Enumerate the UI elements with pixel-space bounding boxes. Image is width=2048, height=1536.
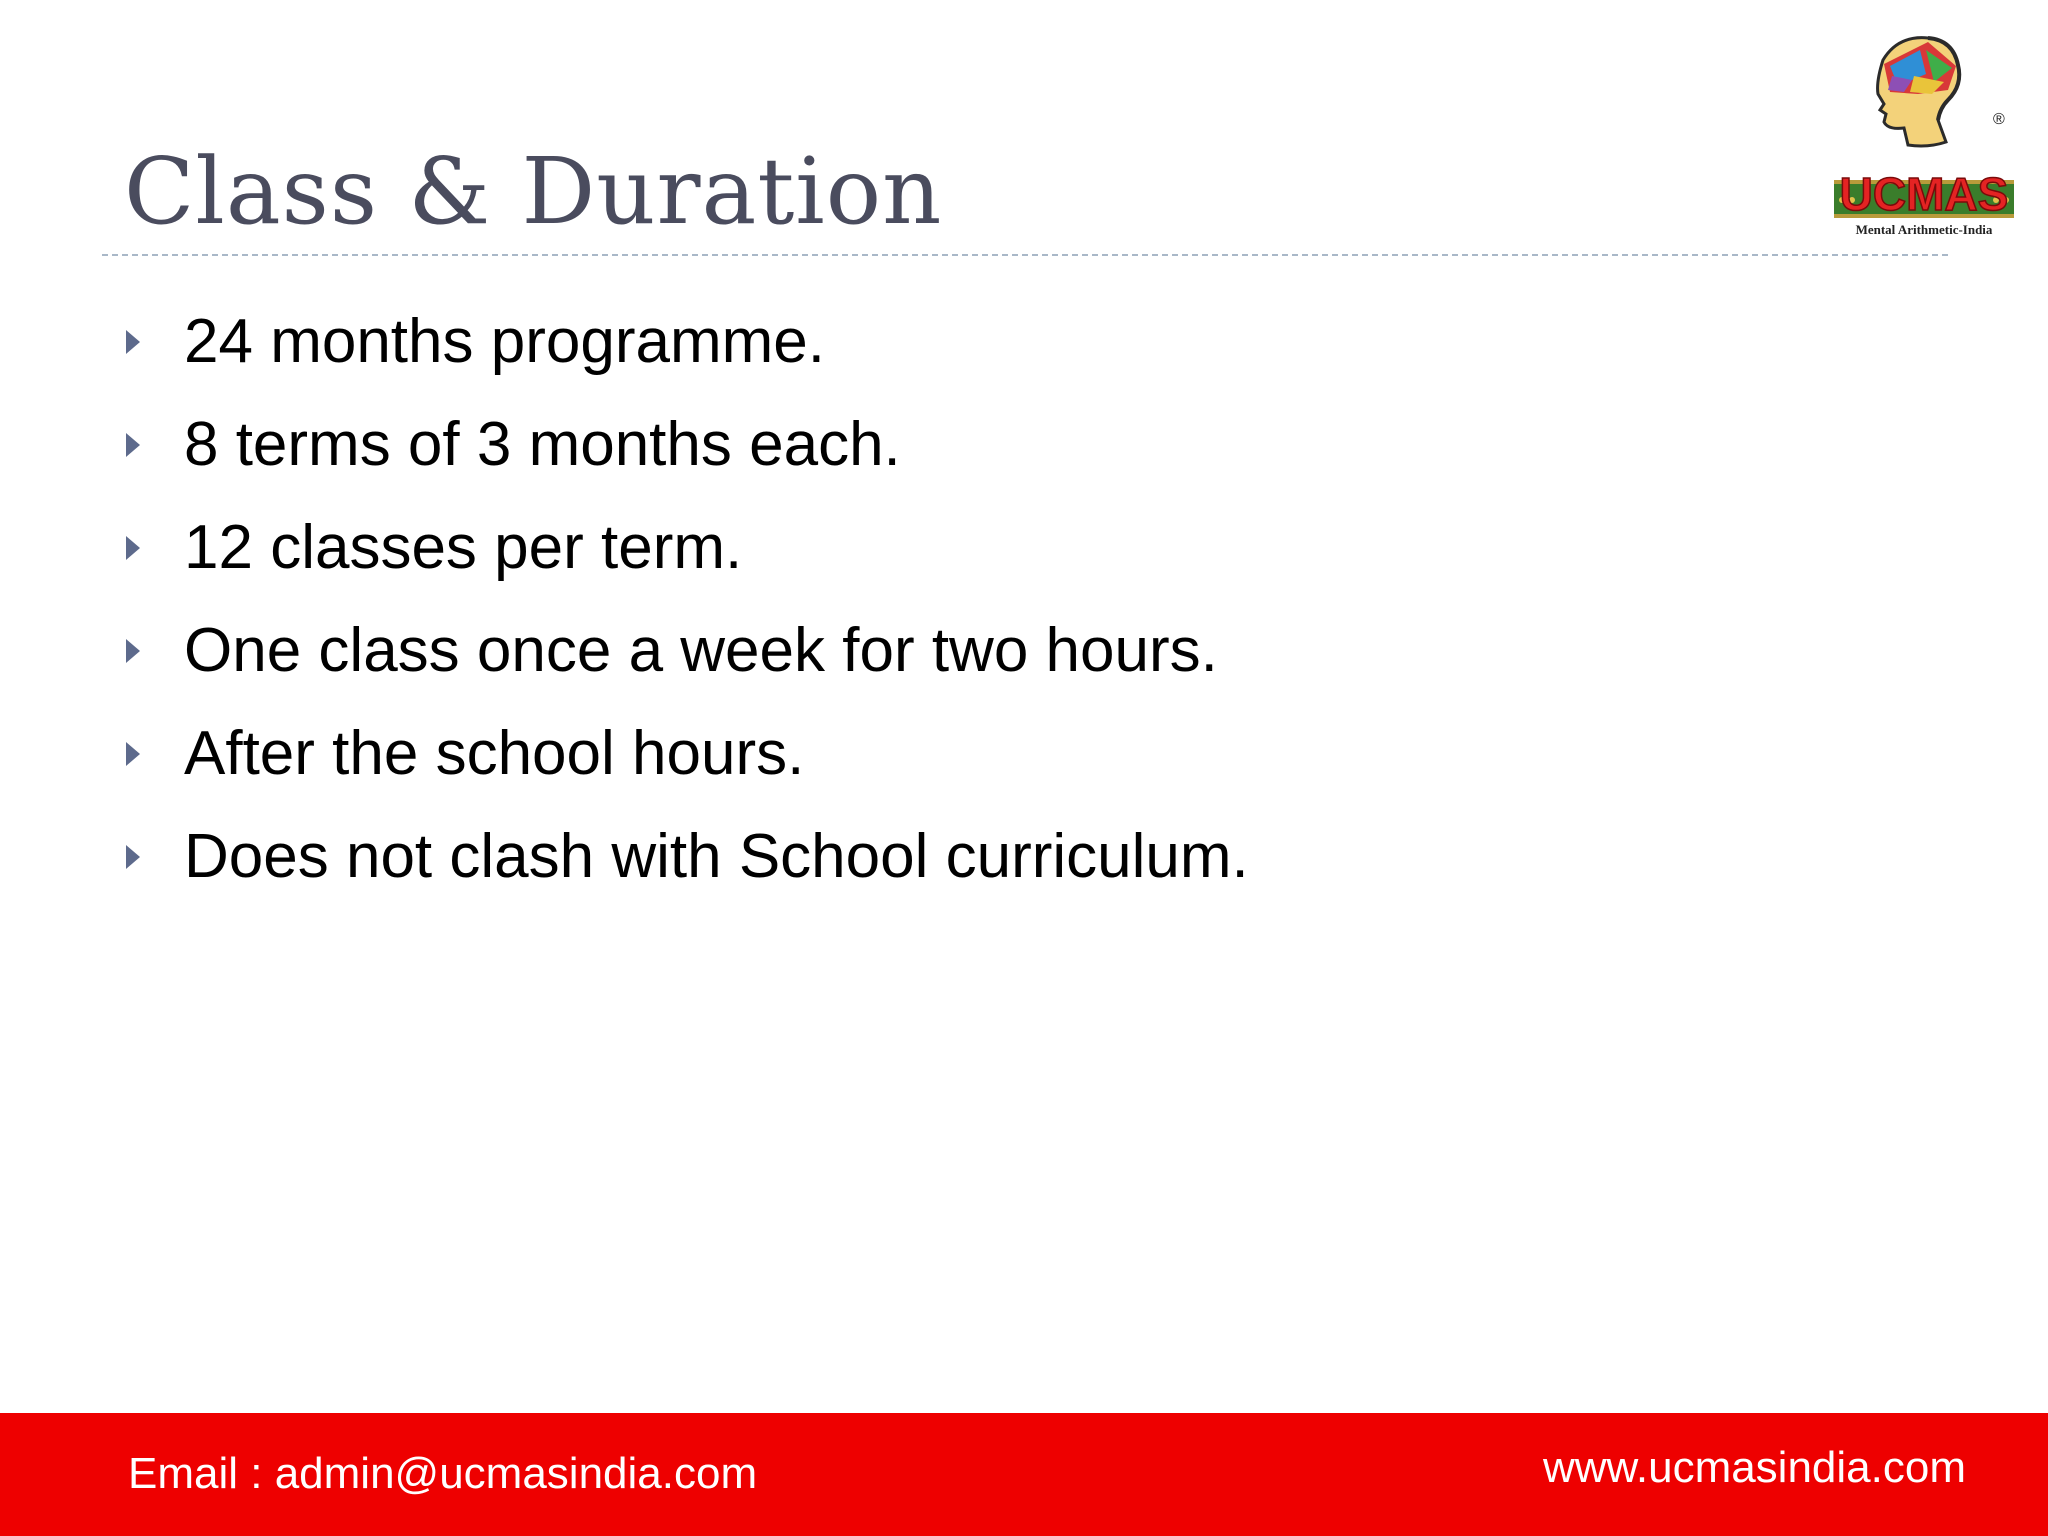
footer-website[interactable]: www.ucmasindia.com — [1542, 1443, 1966, 1492]
triangle-bullet-icon — [124, 328, 184, 356]
bullet-text: 8 terms of 3 months each. — [184, 410, 901, 479]
list-item — [124, 599, 1249, 702]
list-item — [124, 496, 1249, 599]
bullet-text: Does not clash with School curriculum. — [184, 822, 1249, 891]
bullet-text: 24 months programme. — [184, 307, 825, 376]
bullet-list — [124, 290, 1249, 908]
triangle-bullet-icon — [124, 740, 184, 768]
logo-tagline: Mental Arithmetic-India — [1855, 222, 1993, 237]
footer-email[interactable]: Email : admin@ucmasindia.com — [128, 1449, 758, 1498]
list-item — [124, 805, 1249, 908]
triangle-bullet-icon — [124, 637, 184, 665]
bullet-text: One class once a week for two hours. — [184, 616, 1218, 685]
ucmas-logo-icon — [1828, 30, 2018, 240]
bullet-text: 12 classes per term. — [184, 513, 743, 582]
logo-wordmark: UCMAS — [1839, 168, 2009, 220]
bullet-text: After the school hours. — [184, 719, 805, 788]
list-item — [124, 702, 1249, 805]
triangle-bullet-icon — [124, 431, 184, 459]
head-silhouette — [1878, 38, 1960, 146]
footer-bar — [0, 1413, 2048, 1536]
title-divider — [102, 254, 1948, 256]
list-item — [124, 290, 1249, 393]
list-item — [124, 393, 1249, 496]
triangle-bullet-icon — [124, 843, 184, 871]
triangle-bullet-icon — [124, 534, 184, 562]
slide-title: Class & Duration — [124, 138, 943, 245]
ucmas-logo — [1828, 30, 2018, 240]
registered-mark: ® — [1993, 111, 2005, 128]
